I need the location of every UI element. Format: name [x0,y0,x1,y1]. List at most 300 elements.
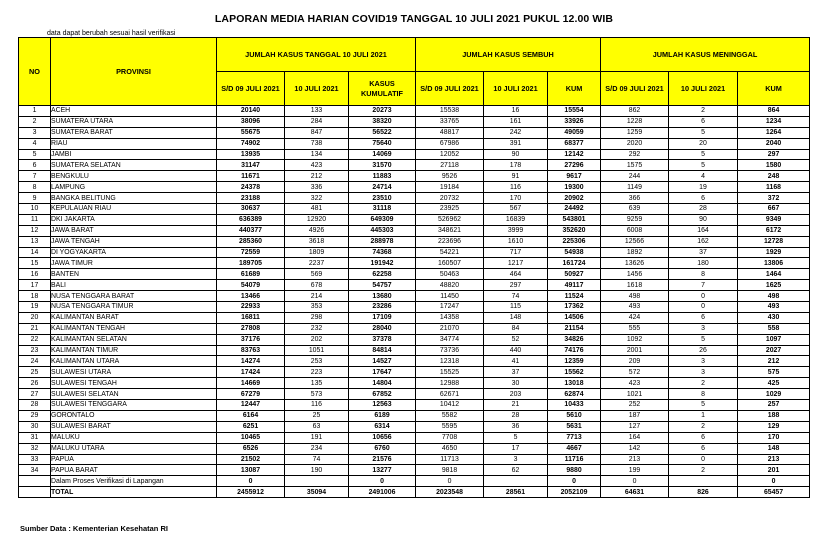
row-kasus-sd: 6164 [217,410,285,421]
row-kasus-kumulatif: 20273 [349,106,416,117]
row-meninggal-kum: 430 [738,312,810,323]
row-sembuh-today: 41 [484,356,548,367]
row-sembuh-kum: 17362 [548,302,601,313]
row-province: Dalam Proses Verifikasi di Lapangan [51,476,217,487]
row-kasus-kumulatif: 75640 [349,138,416,149]
covid-report-table [18,37,810,498]
row-sembuh-kum: 7713 [548,432,601,443]
row-kasus-today: 336 [285,182,349,193]
row-meninggal-kum: 372 [738,193,810,204]
row-province: BANTEN [51,269,217,280]
row-meninggal-sd: 164 [601,432,669,443]
table-row [19,258,810,269]
table-row [19,443,810,454]
row-no: 26 [19,378,51,389]
row-kasus-sd: 54079 [217,280,285,291]
row-kasus-today: 1051 [285,345,349,356]
row-sembuh-today: 1610 [484,236,548,247]
row-province: JAWA TENGAH [51,236,217,247]
row-sembuh-today: 391 [484,138,548,149]
row-kasus-today: 223 [285,367,349,378]
row-meninggal-sd: 1228 [601,116,669,127]
row-meninggal-sd: 498 [601,291,669,302]
row-sembuh-kum: 543801 [548,214,601,225]
row-meninggal-sd: 9259 [601,214,669,225]
row-sembuh-kum: 49117 [548,280,601,291]
row-kasus-sd: 189705 [217,258,285,269]
row-meninggal-kum: 575 [738,367,810,378]
row-meninggal-sd: 1575 [601,160,669,171]
header-sub: KUM [548,72,601,106]
row-kasus-today: 678 [285,280,349,291]
row-meninggal-sd: 127 [601,421,669,432]
row-no: 15 [19,258,51,269]
row-no: 34 [19,465,51,476]
row-province: PAPUA [51,454,217,465]
row-meninggal-kum: 558 [738,323,810,334]
row-meninggal-kum: 1234 [738,116,810,127]
row-meninggal-today: 5 [669,149,738,160]
row-province: KALIMANTAN BARAT [51,312,217,323]
row-meninggal-today: 826 [669,487,738,498]
row-sembuh-kum: 24492 [548,204,601,215]
row-province: BANGKA BELITUNG [51,193,217,204]
row-province: PAPUA BARAT [51,465,217,476]
row-sembuh-sd: 0 [416,476,484,487]
row-kasus-today: 232 [285,323,349,334]
table-row [19,432,810,443]
row-meninggal-kum: 2027 [738,345,810,356]
row-meninggal-today: 5 [669,127,738,138]
row-meninggal-sd: 13626 [601,258,669,269]
row-sembuh-today: 161 [484,116,548,127]
row-sembuh-kum: 33926 [548,116,601,127]
row-kasus-kumulatif: 28040 [349,323,416,334]
row-province: KALIMANTAN SELATAN [51,334,217,345]
row-kasus-today: 423 [285,160,349,171]
row-meninggal-today: 3 [669,356,738,367]
row-meninggal-today: 5 [669,160,738,171]
row-meninggal-today: 26 [669,345,738,356]
row-meninggal-kum: 1029 [738,389,810,400]
row-sembuh-kum: 15562 [548,367,601,378]
row-sembuh-kum: 74176 [548,345,601,356]
row-sembuh-sd: 21070 [416,323,484,334]
row-meninggal-sd: 1618 [601,280,669,291]
row-kasus-today: 25 [285,410,349,421]
row-meninggal-kum: 212 [738,356,810,367]
row-sembuh-sd: 62671 [416,389,484,400]
row-meninggal-kum: 1168 [738,182,810,193]
row-kasus-sd: 23188 [217,193,285,204]
table-row [19,389,810,400]
header-group-sembuh: JUMLAH KASUS SEMBUH [416,38,601,72]
row-sembuh-kum: 27296 [548,160,601,171]
row-no: 32 [19,443,51,454]
row-meninggal-kum: 129 [738,421,810,432]
row-sembuh-kum: 68377 [548,138,601,149]
row-province: SULAWESI UTARA [51,367,217,378]
row-meninggal-sd: 1092 [601,334,669,345]
row-sembuh-today: 5 [484,432,548,443]
row-sembuh-today: 178 [484,160,548,171]
total-row [19,487,810,498]
row-kasus-sd: 37176 [217,334,285,345]
table-row [19,269,810,280]
row-kasus-sd: 11671 [217,171,285,182]
row-kasus-kumulatif: 6314 [349,421,416,432]
row-no [19,487,51,498]
row-no: 23 [19,345,51,356]
row-kasus-sd: 6251 [217,421,285,432]
row-sembuh-sd: 33765 [416,116,484,127]
row-meninggal-kum: 148 [738,443,810,454]
row-meninggal-today: 6 [669,443,738,454]
row-meninggal-today: 37 [669,247,738,258]
row-sembuh-kum: 13018 [548,378,601,389]
row-kasus-sd: 74902 [217,138,285,149]
row-kasus-kumulatif: 288978 [349,236,416,247]
row-no: 2 [19,116,51,127]
row-sembuh-kum: 5610 [548,410,601,421]
row-sembuh-sd: 20732 [416,193,484,204]
header-sub: 10 JULI 2021 [669,72,738,106]
row-no: 21 [19,323,51,334]
row-province: GORONTALO [51,410,217,421]
row-meninggal-kum: 667 [738,204,810,215]
row-sembuh-sd: 14358 [416,312,484,323]
row-meninggal-today: 5 [669,400,738,411]
row-kasus-sd: 31147 [217,160,285,171]
row-province: JAWA BARAT [51,225,217,236]
table-row [19,138,810,149]
row-meninggal-sd: 1259 [601,127,669,138]
row-meninggal-kum: 1625 [738,280,810,291]
row-province: NUSA TENGGARA BARAT [51,291,217,302]
table-row [19,476,810,487]
row-province: NUSA TENGGARA TIMUR [51,302,217,313]
row-meninggal-sd: 572 [601,367,669,378]
row-sembuh-kum: 352620 [548,225,601,236]
row-sembuh-today: 116 [484,182,548,193]
row-kasus-kumulatif: 67852 [349,389,416,400]
row-sembuh-kum: 11716 [548,454,601,465]
row-no: 7 [19,171,51,182]
row-sembuh-today: 3 [484,454,548,465]
row-no: 8 [19,182,51,193]
row-meninggal-today: 8 [669,269,738,280]
row-kasus-today: 63 [285,421,349,432]
row-meninggal-kum: 1929 [738,247,810,258]
row-kasus-today: 212 [285,171,349,182]
row-sembuh-sd: 73736 [416,345,484,356]
row-kasus-kumulatif: 13277 [349,465,416,476]
row-meninggal-sd: 199 [601,465,669,476]
row-no: 4 [19,138,51,149]
row-sembuh-today: 203 [484,389,548,400]
row-sembuh-kum: 50927 [548,269,601,280]
row-kasus-today: 738 [285,138,349,149]
row-sembuh-today: 464 [484,269,548,280]
row-sembuh-sd: 5582 [416,410,484,421]
row-kasus-kumulatif: 6760 [349,443,416,454]
row-kasus-today: 12920 [285,214,349,225]
row-province: TOTAL [51,487,217,498]
row-kasus-sd: 16811 [217,312,285,323]
row-sembuh-today: 115 [484,302,548,313]
row-meninggal-today: 19 [669,182,738,193]
row-kasus-sd: 20140 [217,106,285,117]
row-kasus-today: 3618 [285,236,349,247]
row-kasus-kumulatif: 84814 [349,345,416,356]
row-meninggal-today: 5 [669,334,738,345]
row-no: 29 [19,410,51,421]
row-meninggal-today: 6 [669,312,738,323]
table-row [19,182,810,193]
row-kasus-today: 74 [285,454,349,465]
row-meninggal-today: 2 [669,378,738,389]
row-kasus-sd: 2455912 [217,487,285,498]
row-meninggal-today: 90 [669,214,738,225]
row-province: LAMPUNG [51,182,217,193]
row-kasus-today: 116 [285,400,349,411]
row-no: 27 [19,389,51,400]
row-no: 13 [19,236,51,247]
row-kasus-sd: 30637 [217,204,285,215]
row-kasus-sd: 14274 [217,356,285,367]
row-meninggal-today [669,476,738,487]
row-meninggal-today: 3 [669,367,738,378]
row-kasus-kumulatif: 12563 [349,400,416,411]
row-sembuh-today: 36 [484,421,548,432]
row-no: 10 [19,204,51,215]
row-kasus-today: 253 [285,356,349,367]
row-kasus-kumulatif: 17647 [349,367,416,378]
row-meninggal-kum: 425 [738,378,810,389]
row-kasus-kumulatif: 74368 [349,247,416,258]
row-meninggal-sd: 2020 [601,138,669,149]
row-province: MALUKU UTARA [51,443,217,454]
row-sembuh-today: 28561 [484,487,548,498]
row-sembuh-today [484,476,548,487]
row-sembuh-sd: 5595 [416,421,484,432]
row-sembuh-kum: 12142 [548,149,601,160]
row-sembuh-sd: 7708 [416,432,484,443]
row-kasus-today: 322 [285,193,349,204]
row-kasus-today: 298 [285,312,349,323]
row-sembuh-today: 52 [484,334,548,345]
row-province: KALIMANTAN UTARA [51,356,217,367]
row-no: 18 [19,291,51,302]
row-kasus-sd: 0 [217,476,285,487]
row-province: SULAWESI SELATAN [51,389,217,400]
table-row [19,378,810,389]
row-meninggal-today: 164 [669,225,738,236]
row-sembuh-sd: 160507 [416,258,484,269]
row-kasus-today: 2237 [285,258,349,269]
row-meninggal-kum: 201 [738,465,810,476]
header-sub: 10 JULI 2021 [484,72,548,106]
row-meninggal-kum: 213 [738,454,810,465]
row-kasus-kumulatif: 31570 [349,160,416,171]
row-sembuh-sd: 223696 [416,236,484,247]
row-kasus-kumulatif: 14527 [349,356,416,367]
row-kasus-today: 4926 [285,225,349,236]
row-kasus-kumulatif: 37378 [349,334,416,345]
row-sembuh-sd: 12988 [416,378,484,389]
row-sembuh-today: 16 [484,106,548,117]
row-kasus-today: 234 [285,443,349,454]
row-sembuh-today: 74 [484,291,548,302]
row-meninggal-kum: 65457 [738,487,810,498]
row-sembuh-sd: 17247 [416,302,484,313]
row-kasus-sd: 55675 [217,127,285,138]
row-province: ACEH [51,106,217,117]
row-kasus-kumulatif: 54757 [349,280,416,291]
table-row [19,312,810,323]
row-kasus-sd: 13087 [217,465,285,476]
row-sembuh-kum: 12359 [548,356,601,367]
row-kasus-kumulatif: 10656 [349,432,416,443]
row-kasus-sd: 285360 [217,236,285,247]
row-province: SULAWESI BARAT [51,421,217,432]
row-kasus-today: 35094 [285,487,349,498]
header-group-meninggal: JUMLAH KASUS MENINGGAL [601,38,810,72]
table-row [19,236,810,247]
row-meninggal-kum: 188 [738,410,810,421]
row-meninggal-today: 4 [669,171,738,182]
table-row [19,465,810,476]
row-kasus-kumulatif: 0 [349,476,416,487]
row-sembuh-kum: 34826 [548,334,601,345]
row-sembuh-kum: 161724 [548,258,601,269]
row-no: 11 [19,214,51,225]
row-kasus-sd: 14669 [217,378,285,389]
row-sembuh-sd: 10412 [416,400,484,411]
table-row [19,323,810,334]
row-kasus-sd: 67279 [217,389,285,400]
row-meninggal-sd: 244 [601,171,669,182]
row-meninggal-sd: 1021 [601,389,669,400]
header-sub: S/D 09 JULI 2021 [217,72,285,106]
row-meninggal-sd: 639 [601,204,669,215]
row-meninggal-kum: 498 [738,291,810,302]
row-meninggal-sd: 252 [601,400,669,411]
table-row [19,345,810,356]
row-meninggal-today: 0 [669,454,738,465]
row-kasus-sd: 12447 [217,400,285,411]
row-kasus-sd: 72559 [217,247,285,258]
row-kasus-kumulatif: 21576 [349,454,416,465]
row-sembuh-sd: 23925 [416,204,484,215]
header-no: NO [19,38,51,106]
row-sembuh-kum: 225306 [548,236,601,247]
row-kasus-kumulatif: 17109 [349,312,416,323]
row-province: MALUKU [51,432,217,443]
row-kasus-kumulatif: 445303 [349,225,416,236]
row-sembuh-kum: 62874 [548,389,601,400]
row-kasus-sd: 22933 [217,302,285,313]
row-meninggal-sd: 424 [601,312,669,323]
row-sembuh-sd: 4650 [416,443,484,454]
row-meninggal-today: 2 [669,465,738,476]
row-sembuh-kum: 19300 [548,182,601,193]
row-sembuh-sd: 34774 [416,334,484,345]
row-sembuh-kum: 54938 [548,247,601,258]
row-kasus-sd: 17424 [217,367,285,378]
row-kasus-kumulatif: 23510 [349,193,416,204]
row-meninggal-sd: 2001 [601,345,669,356]
table-row [19,291,810,302]
row-no: 16 [19,269,51,280]
row-sembuh-kum: 5631 [548,421,601,432]
row-meninggal-sd: 187 [601,410,669,421]
row-province: SUMATERA BARAT [51,127,217,138]
row-sembuh-kum: 20902 [548,193,601,204]
row-kasus-today: 191 [285,432,349,443]
row-sembuh-sd: 50463 [416,269,484,280]
row-meninggal-sd: 292 [601,149,669,160]
row-kasus-kumulatif: 14804 [349,378,416,389]
row-no: 3 [19,127,51,138]
row-kasus-today: 134 [285,149,349,160]
row-sembuh-today: 3999 [484,225,548,236]
row-kasus-today: 190 [285,465,349,476]
row-meninggal-kum: 1464 [738,269,810,280]
table-row [19,247,810,258]
row-sembuh-kum: 9880 [548,465,601,476]
row-meninggal-kum: 1580 [738,160,810,171]
row-sembuh-today: 28 [484,410,548,421]
row-sembuh-today: 567 [484,204,548,215]
row-sembuh-today: 170 [484,193,548,204]
row-sembuh-sd: 48817 [416,127,484,138]
row-kasus-kumulatif: 11883 [349,171,416,182]
row-no: 14 [19,247,51,258]
row-sembuh-sd: 19184 [416,182,484,193]
row-province: SULAWESI TENGGARA [51,400,217,411]
row-meninggal-kum: 0 [738,476,810,487]
row-sembuh-sd: 54221 [416,247,484,258]
row-sembuh-today: 148 [484,312,548,323]
row-kasus-kumulatif: 24714 [349,182,416,193]
row-no: 19 [19,302,51,313]
row-sembuh-sd: 348621 [416,225,484,236]
row-kasus-today: 214 [285,291,349,302]
row-sembuh-sd: 11713 [416,454,484,465]
table-row [19,367,810,378]
table-row [19,116,810,127]
row-meninggal-sd: 64631 [601,487,669,498]
row-meninggal-kum: 13806 [738,258,810,269]
table-row [19,214,810,225]
row-sembuh-sd: 2023548 [416,487,484,498]
row-kasus-today: 569 [285,269,349,280]
table-row [19,106,810,117]
row-province: KEPULAUAN RIAU [51,204,217,215]
row-meninggal-kum: 297 [738,149,810,160]
row-meninggal-today: 2 [669,421,738,432]
row-kasus-today: 573 [285,389,349,400]
row-sembuh-kum: 11524 [548,291,601,302]
row-meninggal-sd: 6008 [601,225,669,236]
verification-note: data dapat berubah sesuai hasil verifikasi [47,30,176,37]
row-meninggal-kum: 493 [738,302,810,313]
row-meninggal-sd: 209 [601,356,669,367]
table-row [19,334,810,345]
row-meninggal-sd: 1149 [601,182,669,193]
row-kasus-sd: 27808 [217,323,285,334]
